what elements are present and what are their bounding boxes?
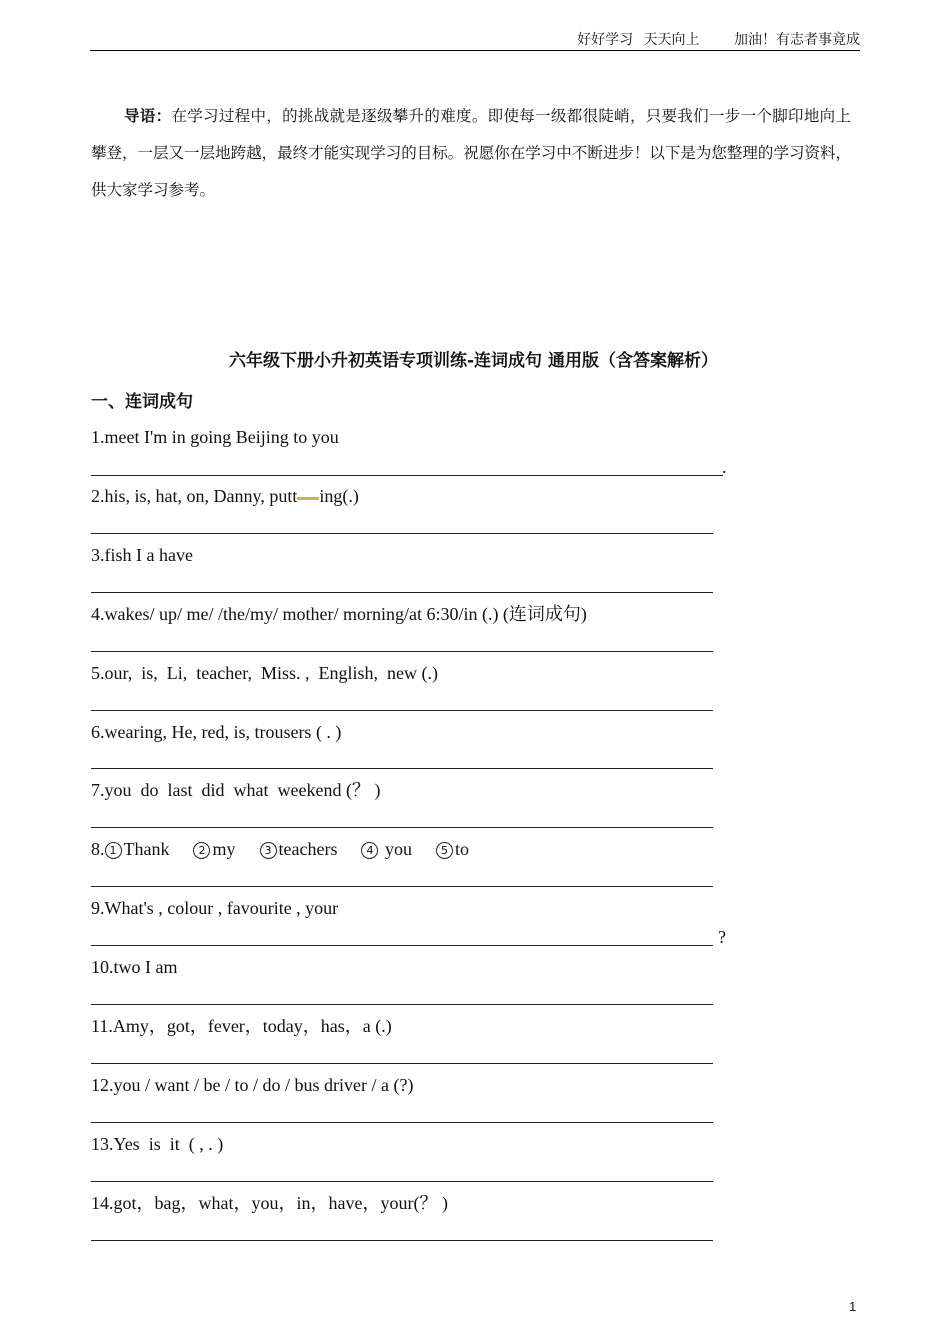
- answer-tail-1: .: [722, 457, 727, 477]
- question-9: 9.What's , colour , favourite , your: [91, 898, 339, 918]
- question-5: 5.our, is, Li, teacher, Miss. , English, new (.): [91, 663, 439, 683]
- answer-line-6[interactable]: [91, 768, 713, 769]
- option-5: [436, 839, 469, 859]
- answer-line-11[interactable]: [91, 1063, 713, 1064]
- header-left: 好好学习: [577, 32, 634, 48]
- header-middle: 天天向上: [643, 32, 700, 48]
- circled-number-2: 2: [193, 842, 210, 859]
- question-3: 3.fish I a have: [91, 545, 193, 565]
- question-14: 14.got，bag，what，you，in，have，your(？ ): [91, 1193, 448, 1213]
- intro-text: 在学习过程中，的挑战就是逐级攀升的难度。即使每一级都很陡峭，只要我们一步一个脚印地向上攀登，一层又一层地跨越，最终才能实现学习的目标。祝愿你在学习中不断进步！以下是为您整理的学习资料，供大家学习参考。: [91, 107, 851, 199]
- intro-paragraph: [91, 98, 851, 209]
- question-8: [91, 837, 771, 861]
- option-5-word: to: [454, 839, 469, 859]
- answer-line-13[interactable]: [91, 1181, 713, 1182]
- question-6: 6.wearing, He, red, is, trousers ( . ): [91, 722, 342, 742]
- answer-line-14[interactable]: [91, 1240, 713, 1241]
- answer-line-2[interactable]: [91, 533, 713, 534]
- answer-line-12[interactable]: [91, 1122, 713, 1123]
- option-2: [193, 839, 235, 859]
- answer-tail-9: ?: [718, 927, 726, 947]
- question-4: 4.wakes/ up/ me/ /the/my/ mother/ morning/at 6:30/in (.) (连词成句): [91, 604, 587, 624]
- answer-line-4[interactable]: [91, 651, 713, 652]
- answer-line-8[interactable]: [91, 886, 713, 887]
- section-heading: 一、连词成句: [91, 392, 193, 412]
- circled-number-4: 4: [361, 842, 378, 859]
- intro-label: 导语：: [124, 107, 172, 125]
- option-2-word: my: [212, 839, 236, 859]
- question-11: 11.Amy，got，fever，today，has，a (.): [91, 1016, 392, 1036]
- option-3-word: teachers: [278, 839, 338, 859]
- question-2: [91, 484, 771, 508]
- circled-number-5: 5: [436, 842, 453, 859]
- option-4: [361, 839, 412, 859]
- header-right: 加油！有志者事竟成: [734, 32, 860, 48]
- document-title: 六年级下册小升初英语专项训练-连词成句 通用版（含答案解析）: [229, 351, 718, 371]
- page-header: [90, 30, 860, 51]
- question-10: 10.two I am: [91, 957, 178, 977]
- option-4-word: you: [380, 839, 412, 859]
- option-1-word: Thank: [123, 839, 170, 859]
- question-13: 13.Yes is it ( , . ): [91, 1134, 224, 1154]
- answer-line-9[interactable]: [91, 945, 713, 946]
- circled-number-1: 1: [105, 842, 122, 859]
- question-8-prefix: 8.: [91, 839, 105, 859]
- option-1: [105, 839, 170, 859]
- answer-line-3[interactable]: [91, 592, 713, 593]
- question-2-part-b: ing(.): [319, 486, 359, 506]
- circled-number-3: 3: [260, 842, 277, 859]
- option-3: [260, 839, 338, 859]
- page-number: 1: [849, 1299, 857, 1314]
- question-7: 7.you do last did what weekend (？ ): [91, 780, 381, 800]
- question-1: 1.meet I'm in going Beijing to you: [91, 427, 339, 447]
- answer-line-10[interactable]: [91, 1004, 713, 1005]
- answer-line-5[interactable]: [91, 710, 713, 711]
- highlight-mark: [297, 497, 319, 500]
- question-12: 12.you / want / be / to / do / bus driver / a (?): [91, 1075, 414, 1095]
- question-2-part-a: 2.his, is, hat, on, Danny, putt: [91, 486, 298, 506]
- answer-line-7[interactable]: [91, 827, 713, 828]
- answer-line-1[interactable]: [91, 475, 723, 476]
